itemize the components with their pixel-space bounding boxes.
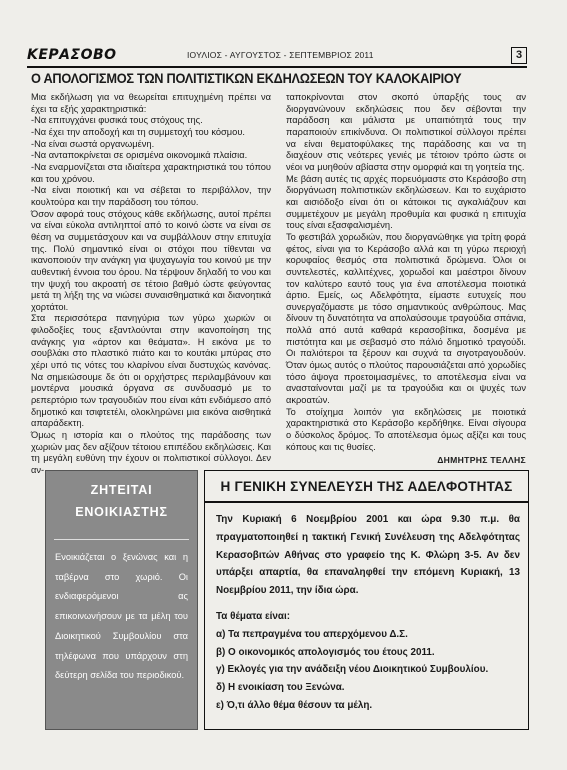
article-author: ΔΗΜΗΤΡΗΣ ΤΕΛΛΗΣ bbox=[437, 455, 526, 466]
tenant-wanted-box bbox=[45, 470, 198, 730]
agenda-item: γ) Εκλογές για την ανάδειξη νέου Διοικητικού Συμβουλίου. bbox=[216, 664, 489, 676]
article-paragraph: Στα περισσότερα πανηγύρια των γύρω χωριών οι φιλοδοξίες τους εξαντλούνται στην ικανοποίηση της ανάγκης για «άρτον και θεάματα». Η εικόνα με το σουβλάκι στο πλαστικό πιάτο και το κουτάκι μπύρας στο χέρι υπό τις νότες του κλαρίνου είναι δυστυχώς κανόνας. Να σημειώσουμε δε ότι οι ορχήστρες περιλαμβάνουν και μοντέρνα μουσικά όργανα σε συνδυασμό με το ρεπερτόριο των τραγουδιών που είναι κάτι ενδιάμεσο από δημοτικό και τσιφτετέλι, ολοκληρώνει μια εικόνα αισθητικά απαράδεκτη. bbox=[31, 313, 271, 429]
tenant-wanted-heading bbox=[46, 479, 197, 523]
tenant-wanted-heading-line2: ΕΝΟΙΚΙΑΣΤΗΣ bbox=[75, 505, 168, 519]
agenda-item: α) Τα πεπραγμένα του απερχόμενου Δ.Σ. bbox=[216, 628, 408, 640]
agenda-item: β) Ο οικονομικός απολογισμός του έτους 2011. bbox=[216, 646, 435, 658]
article-paragraph: Όσον αφορά τους στόχους κάθε εκδήλωσης, αυτοί πρέπει να είναι εύκολα αντιληπτοί από το κοινό ώστε να είναι σε θέση να συμμετάσχουν και να συμβάλλουν στην επιτυχία της. Πολύ σημαντικό είναι οι στόχοι που τίθενται να ικανοποιούν την ανάγκη για ψυχαγωγία του κοινού με την αυθεντική έννοια του όρου. Να τέρψουν δηλαδή το νου και την ψυχή του ακροατή σε τέτοιο βαθμό ώστε φεύγοντας μετά τη λήξη της να νιώσει συναισθηματικά και διανοητικά χορτάτοι. bbox=[31, 208, 271, 312]
page-header bbox=[27, 47, 527, 67]
article-paragraph: -Να εναρμονίζεται στα ιδιαίτερα χαρακτηριστικά του τόπου και του χρόνου. bbox=[31, 161, 271, 184]
general-assembly-title: Η ΓΕΝΙΚΗ ΣΥΝΕΛΕΥΣΗ ΤΗΣ ΑΔΕΛΦΟΤΗΤΑΣ bbox=[220, 479, 513, 494]
article-title: Ο ΑΠΟΛΟΓΙΣΜΟΣ ΤΩΝ ΠΟΛΙΤΙΣΤΙΚΩΝ ΕΚΔΗΛΩΣΕΩΝ ΤΟΥ ΚΑΛΟΚΑΙΡΙΟΥ bbox=[31, 71, 462, 87]
tenant-wanted-heading-line1: ΖΗΤΕΙΤΑΙ bbox=[90, 483, 153, 497]
header-rule bbox=[27, 66, 527, 68]
article-paragraph: -Να επιτυγχάνει φυσικά τους στόχους της. bbox=[31, 115, 203, 126]
article-paragraph: Το φεστιβάλ χορωδιών, που διοργανώθηκε για τρίτη φορά φέτος, είναι για το Κεράσοβο αλλά και τη γύρω περιοχή κορυφαίος θεσμός στα πολιτιστικά δρώμενα. Όλοι οι συντελεστές, καλλιτέχνες, χορωδοί και μαέστροι δίνουν τον καλύτερο εαυτό τους για ένα αποτέλεσμα ποιοτικά άρτιο. Εμείς, ως Αδελφότητα, είμαστε ευτυχείς που συνεργαζόμαστε με τόσο σημαντικούς ανθρώπους. Μας δίνουν τη δυνατότητα να απολαύσουμε τραγούδια σπάνια, πολλά από αυτά καθαρά κερασοβίτικα, δοσμένα με πιστότητα και με σεβασμό στο πάλιό δημοτικό τραγούδι. Οι παλιότεροι τα ξέρουν και συχνά τα σιγοτραγουδούν. Όταν όμως αυτός ο πλούτος παρουσιάζεται από χορωδίες τόσο άψογα προετοιμασμένες, το αποτέλεσμα είναι να ανασταίνονται μαζί με τα τραγούδια και οι ψυχές των ακροατών. bbox=[286, 231, 526, 406]
masthead-brand: ΚΕΡΑΣΟΒΟ bbox=[27, 47, 117, 63]
issue-date: ΙΟΥΛΙΟΣ - ΑΥΓΟΥΣΤΟΣ - ΣΕΠΤΕΜΒΡΙΟΣ 2011 bbox=[187, 50, 374, 60]
agenda-item: ε) Ό,τι άλλο θέμα θέσουν τα μέλη. bbox=[216, 699, 373, 711]
general-assembly-announcement: Την Κυριακή 6 Νοεμβρίου 2001 και ώρα 9.30 π.μ. θα πραγματοποιηθεί η τακτική Γενική Συνέλευση της Αδελφότητας Κερασοβιτών Αθήνας στο γραφείο της Κ. Φλώρη 3-5. Αν δεν υπάρξει απαρτία, θα επαναληφθεί την επόμενη Κυριακή, 13 Νοεμβρίου 2011, την ίδια ώρα. bbox=[216, 514, 520, 597]
article-paragraph: Με βάση αυτές τις αρχές πορευόμαστε στο Κεράσοβο στη διοργάνωση πολιτιστικών εκδηλώσεων. Και το ευχάριστο και αισιόδοξο είναι ότι οι κάτοικοι τις αγκαλιάζουν και συμμετέχουν με μεγάλη προθυμία και φυσικά η επιτυχία τους είναι εξασφαλισμένη. bbox=[286, 173, 526, 231]
general-assembly-body bbox=[216, 511, 520, 715]
article-paragraph: Μια εκδήλωση για να θεωρείται επιτυχημένη πρέπει να έχει τα εξής χαρακτηριστικά: bbox=[31, 92, 271, 114]
general-assembly-topics-list bbox=[216, 626, 520, 715]
article-paragraph: Το στοίχημα λοιπόν για εκδηλώσεις με ποιοτικά χαρακτηριστικά στο Κεράσοβο κερδήθηκε. Είναι σίγουρα ο δύσκολος δρόμος. Το αποτέλεσμα όμως αξίζει και τους κόπους και τις θυσίες. bbox=[286, 406, 526, 452]
general-assembly-box bbox=[204, 470, 529, 730]
article-paragraph: Όμως η ιστορία και ο πλούτος της παράδοσης των χωριών μας δεν αξίζουν τέτοιου επιπέδου εκδηλώσεις. Και τη μεγάλη ευθύνη την έχουν οι πολιτιστικοί σύλλογοι. Δεν αν- bbox=[31, 430, 271, 475]
tenant-wanted-text: Ενοικιάζεται ο ξενώνας και η ταβέρνα στο χωριό. Οι ενδιαφερόμενοι ας επικοινωνήσουν με τα μέλη του Διοικητικού Συμβουλίου στα τηλέφωνα που υπάρχουν στη δεύτερη σελίδα του περιοδικού. bbox=[55, 552, 188, 681]
agenda-item: δ) Η ενοικίαση του Ξενώνα. bbox=[216, 682, 345, 694]
general-assembly-topics-heading: Τα θέματα είναι: bbox=[216, 610, 290, 622]
article-paragraph: -Να είναι ποιοτική και να σέβεται το περιβάλλον, την κουλτούρα και την παράδοση του τόπου. bbox=[31, 185, 271, 207]
article-paragraph: ταποκρίνονται στον σκοπό ύπαρξής τους αν διοργανώνουν εκδηλώσεις που δεν σέβονται την παράδοση και μάλιστα με υπαιτιότητά τους την παραποιούν επικίνδυνα. Οι πολιτιστικοί σύλλογοι πρέπει να είναι θεματοφύλακες της παράδοσης και να τη διαχέουν στις νεότερες γενιές με τέτοιον τρόπο ώστε οι νέοι να μυηθούν αβίαστα στην ομορφιά και τη γοητεία της. bbox=[286, 92, 526, 172]
article-paragraph: -Να είναι σωστά οργανωμένη. bbox=[31, 138, 155, 149]
article-column-left bbox=[31, 92, 271, 477]
article-paragraph: -Να έχει την αποδοχή και τη συμμετοχή του κόσμου. bbox=[31, 126, 245, 137]
article-paragraph: -Να ανταποκρίνεται σε ορισμένα οικονομικά πλαίσια. bbox=[31, 150, 248, 161]
tenant-wanted-divider bbox=[54, 539, 189, 540]
general-assembly-divider bbox=[205, 501, 528, 503]
article-column-right bbox=[286, 92, 526, 467]
page-number: 3 bbox=[511, 47, 527, 64]
